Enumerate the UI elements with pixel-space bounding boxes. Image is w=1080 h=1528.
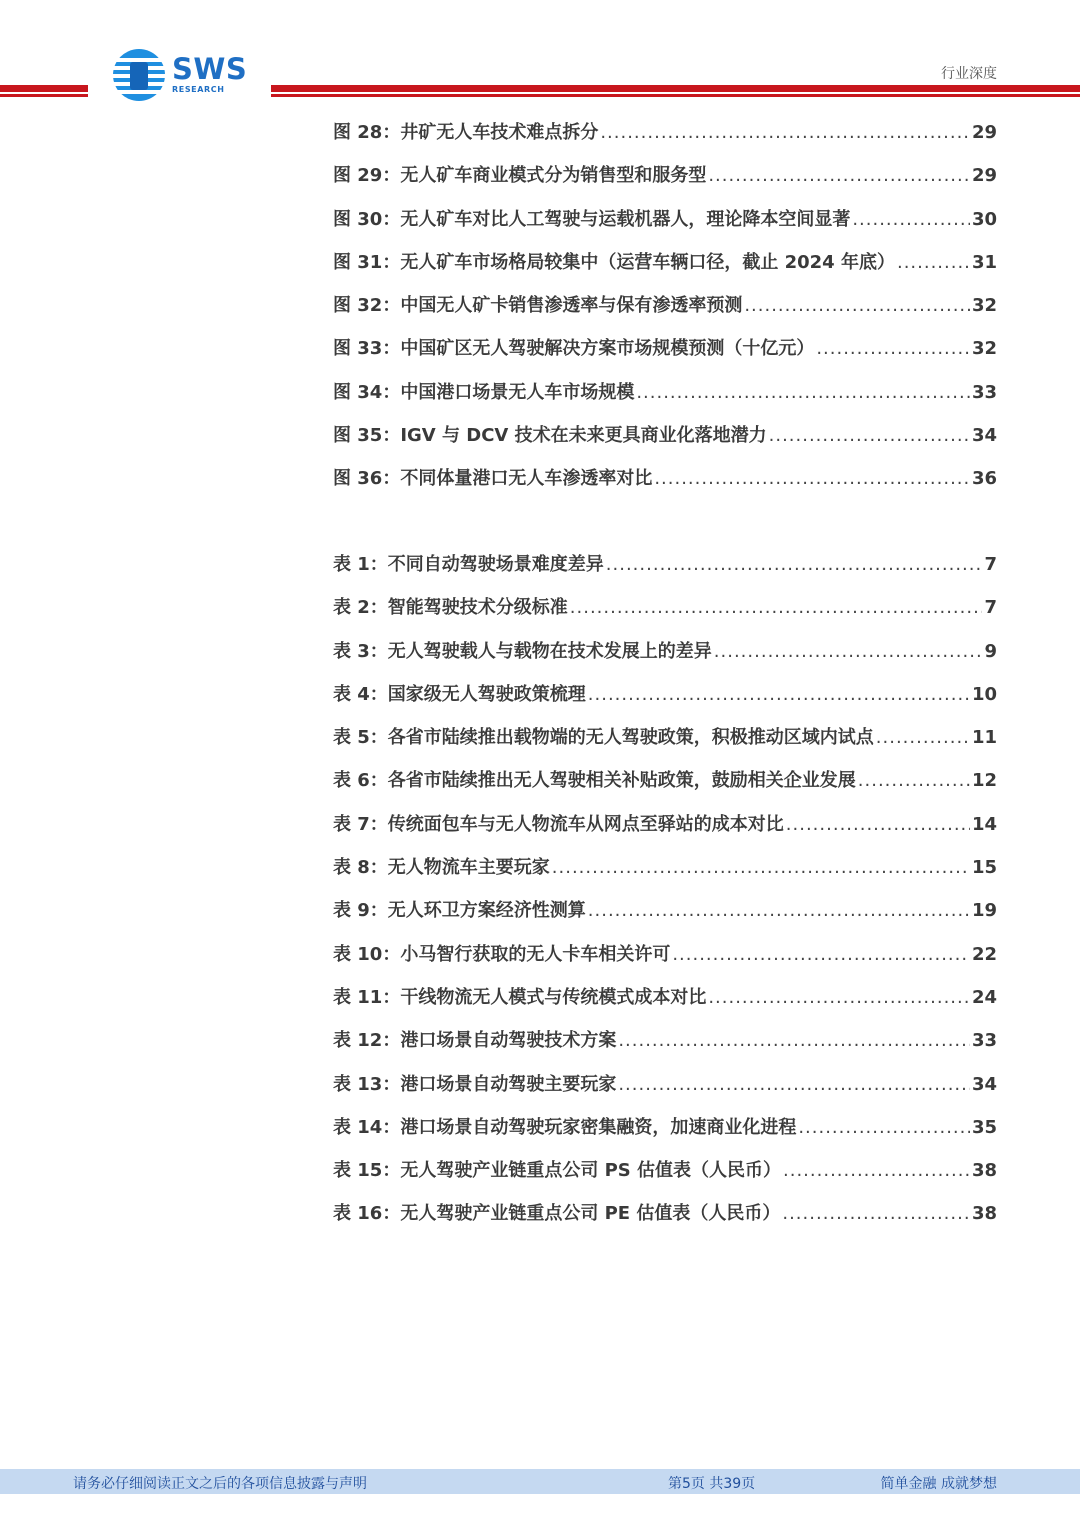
toc-title: 传统面包车与无人物流车从网点至驿站的成本对比 — [387, 813, 784, 835]
toc-leader — [618, 1030, 970, 1051]
toc-page-number: 35 — [971, 1116, 997, 1138]
toc-page-number: 14 — [971, 813, 997, 835]
toc-title: 智能驾驶技术分级标准 — [387, 597, 568, 619]
toc-table-entry[interactable] — [333, 1156, 997, 1199]
toc-leader — [708, 987, 970, 1008]
footer-disclaimer: 请务必仔细阅读正文之后的各项信息披露与声明 — [73, 1476, 367, 1492]
toc-table-entry[interactable] — [333, 1070, 997, 1113]
toc-page-number: 29 — [971, 165, 997, 187]
toc-figure-entry[interactable] — [333, 118, 997, 161]
toc-table-entry[interactable] — [333, 1113, 997, 1156]
toc-title: 无人环卫方案经济性测算 — [387, 900, 586, 922]
toc-label: 表 12： — [333, 1030, 401, 1052]
toc-table-entry[interactable] — [333, 680, 997, 723]
toc-leader — [852, 209, 970, 230]
report-type-label: 行业深度 — [941, 66, 997, 82]
toc-figure-entry[interactable] — [333, 378, 997, 421]
toc-title: 不同自动驾驶场景难度差异 — [387, 554, 604, 575]
toc-table-entry[interactable] — [333, 593, 997, 636]
toc-page-number: 34 — [971, 1073, 997, 1095]
toc-label: 图 35： — [333, 425, 401, 447]
toc-table-entry[interactable] — [333, 940, 997, 983]
toc-figure-entry[interactable] — [333, 248, 997, 291]
toc-table-entry[interactable] — [333, 810, 997, 853]
toc-leader — [744, 295, 970, 316]
logo-text: SWS — [172, 52, 248, 86]
toc-page-number: 22 — [971, 943, 997, 965]
toc-label: 表 14： — [333, 1116, 401, 1138]
toc-label: 表 15： — [333, 1160, 401, 1182]
toc-title: 中国无人矿卡销售渗透率与保有渗透率预测 — [400, 295, 743, 317]
toc-label: 表 10： — [333, 943, 401, 965]
toc-leader — [636, 382, 970, 403]
toc-table-entry[interactable] — [333, 853, 997, 896]
footer-page-info: 第5页 共39页 — [668, 1476, 756, 1492]
toc-figure-entry[interactable] — [333, 334, 997, 377]
toc-label: 表 6： — [333, 770, 388, 792]
toc-leader — [654, 468, 970, 489]
toc-label: 表 1： — [333, 554, 388, 575]
toc-label: 表 9： — [333, 900, 388, 922]
toc-label: 图 30： — [333, 208, 401, 230]
sws-logo — [112, 48, 252, 102]
header-rule-left — [0, 85, 88, 99]
toc-label: 表 13： — [333, 1073, 401, 1095]
toc-leader — [600, 122, 970, 143]
toc-leader — [570, 597, 983, 618]
toc-title: 中国矿区无人驾驶解决方案市场规模预测（十亿元） — [400, 338, 815, 360]
toc-page-number: 34 — [971, 425, 997, 447]
toc-label: 表 16： — [333, 1203, 401, 1225]
toc-page-number: 15 — [971, 857, 997, 879]
toc-page-number: 38 — [971, 1160, 997, 1182]
toc-table-entry[interactable] — [333, 1026, 997, 1069]
toc-leader — [783, 1160, 970, 1181]
toc-leader — [588, 900, 970, 921]
toc-page-number: 33 — [971, 1030, 997, 1052]
toc-leader — [876, 727, 970, 748]
toc-figures-list — [333, 118, 997, 508]
toc-table-entry[interactable] — [333, 983, 997, 1026]
toc-page-number: 30 — [971, 208, 997, 230]
toc-label: 图 31： — [333, 251, 401, 273]
toc-tables-list — [333, 550, 997, 1243]
toc-title: IGV 与 DCV 技术在未来更具商业化落地潜力 — [400, 425, 767, 447]
toc-page-number: 19 — [971, 900, 997, 922]
toc-figure-entry[interactable] — [333, 161, 997, 204]
toc-label: 表 11： — [333, 986, 401, 1008]
toc-label: 图 34： — [333, 381, 401, 403]
toc-page-number: 7 — [984, 554, 997, 575]
logo-subtext: RESEARCH — [172, 85, 225, 94]
toc-page-number: 24 — [971, 986, 997, 1008]
toc-label: 图 32： — [333, 295, 401, 317]
toc-leader — [769, 425, 970, 446]
toc-label: 表 7： — [333, 813, 388, 835]
toc-title: 各省市陆续推出无人驾驶相关补贴政策，鼓励相关企业发展 — [387, 770, 856, 792]
toc-title: 无人矿车市场格局较集中（运营车辆口径，截止 2024 年底） — [400, 251, 895, 273]
toc-page-number: 31 — [971, 251, 997, 273]
toc-figure-entry[interactable] — [333, 205, 997, 248]
toc-figure-entry[interactable] — [333, 464, 997, 507]
toc-page-number: 10 — [971, 683, 997, 705]
toc-label: 表 8： — [333, 857, 388, 879]
toc-label: 图 36： — [333, 468, 401, 490]
toc-page-number: 36 — [971, 468, 997, 490]
toc-table-entry[interactable] — [333, 896, 997, 939]
toc-table-entry[interactable] — [333, 766, 997, 809]
toc-leader — [798, 1117, 970, 1138]
toc-leader — [588, 684, 970, 705]
toc-page-number: 11 — [971, 727, 997, 749]
toc-leader — [708, 165, 970, 186]
sws-globe-icon — [112, 48, 166, 102]
toc-title: 干线物流无人模式与传统模式成本对比 — [400, 986, 707, 1008]
toc-page-number: 32 — [971, 295, 997, 317]
toc-title: 港口场景自动驾驶玩家密集融资，加速商业化进程 — [400, 1116, 797, 1138]
toc-title: 各省市陆续推出载物端的无人驾驶政策，积极推动区域内试点 — [387, 727, 874, 749]
toc-title: 国家级无人驾驶政策梳理 — [387, 683, 586, 705]
toc-page-number: 7 — [984, 597, 997, 619]
toc-figure-entry[interactable] — [333, 421, 997, 464]
toc-title: 无人驾驶产业链重点公司 PE 估值表（人民币） — [400, 1203, 781, 1225]
toc-leader — [618, 1074, 970, 1095]
toc-page-number: 38 — [971, 1203, 997, 1225]
toc-title: 井矿无人车技术难点拆分 — [400, 122, 599, 143]
toc-title: 小马智行获取的无人卡车相关许可 — [400, 943, 671, 965]
toc-leader — [606, 554, 983, 575]
toc-label: 图 33： — [333, 338, 401, 360]
toc-leader — [714, 641, 983, 662]
toc-leader — [552, 857, 970, 878]
toc-title: 无人矿车对比人工驾驶与运载机器人，理论降本空间显著 — [400, 208, 851, 230]
toc-page-number: 33 — [971, 381, 997, 403]
header-rule-right — [271, 85, 1080, 99]
toc-leader — [782, 1203, 970, 1224]
toc-title: 无人驾驶产业链重点公司 PS 估值表（人民币） — [400, 1160, 782, 1182]
toc-leader — [858, 770, 970, 791]
toc-page-number: 9 — [984, 640, 997, 662]
toc-title: 不同体量港口无人车渗透率对比 — [400, 468, 653, 490]
toc-label: 表 5： — [333, 727, 388, 749]
toc-leader — [897, 252, 970, 273]
toc-page-number: 12 — [971, 770, 997, 792]
toc-title: 无人矿车商业模式分为销售型和服务型 — [400, 165, 707, 187]
toc-table-entry[interactable] — [333, 637, 997, 680]
toc-label: 图 29： — [333, 165, 401, 187]
toc-title: 无人物流车主要玩家 — [387, 857, 550, 879]
toc-leader — [816, 338, 970, 359]
toc-figure-entry[interactable] — [333, 291, 997, 334]
toc-title: 港口场景自动驾驶技术方案 — [400, 1030, 617, 1052]
toc-label: 表 3： — [333, 640, 388, 662]
toc-leader — [672, 944, 970, 965]
toc-label: 图 28： — [333, 122, 401, 143]
toc-table-entry[interactable] — [333, 723, 997, 766]
footer-slogan: 简单金融 成就梦想 — [880, 1476, 997, 1492]
toc-page-number: 29 — [971, 122, 997, 143]
toc-title: 无人驾驶载人与载物在技术发展上的差异 — [387, 640, 712, 662]
toc-table-entry[interactable] — [333, 550, 997, 593]
toc-table-entry[interactable] — [333, 1199, 997, 1242]
toc-title: 中国港口场景无人车市场规模 — [400, 381, 635, 403]
toc-leader — [786, 814, 970, 835]
toc-label: 表 2： — [333, 597, 388, 619]
toc-label: 表 4： — [333, 683, 388, 705]
toc-page-number: 32 — [971, 338, 997, 360]
page-footer — [0, 1469, 1080, 1494]
toc-title: 港口场景自动驾驶主要玩家 — [400, 1073, 617, 1095]
